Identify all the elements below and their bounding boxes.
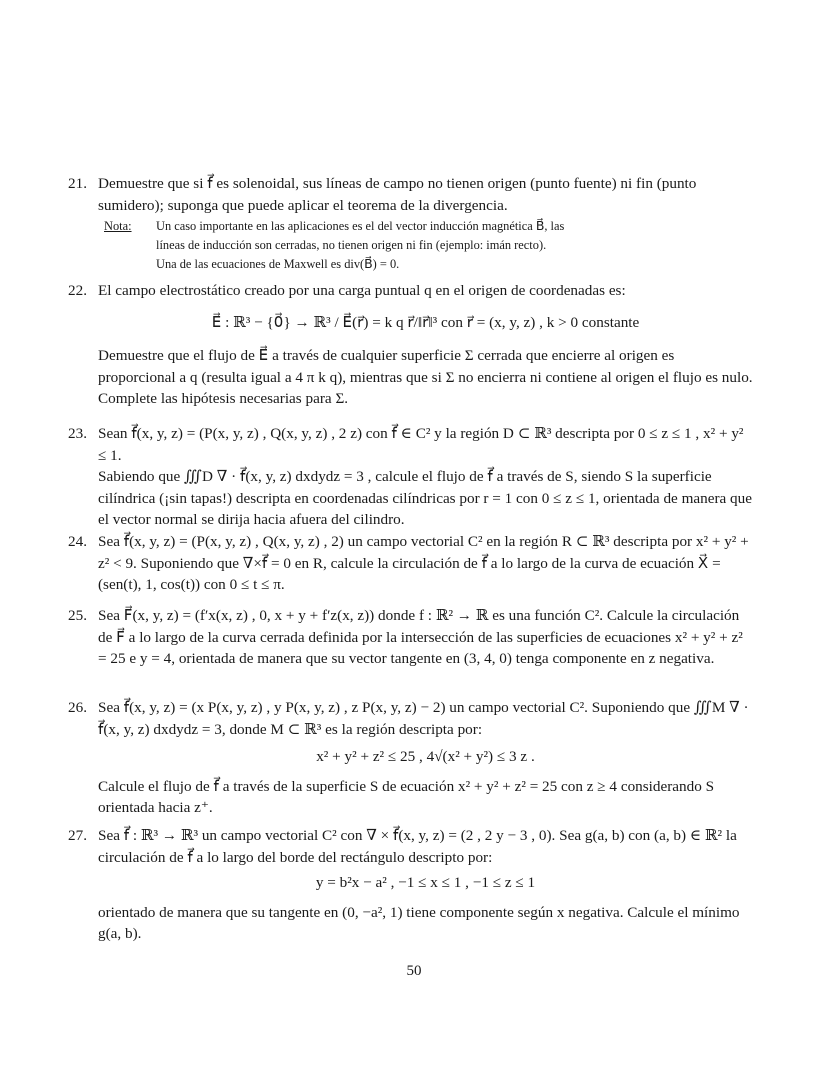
problem-25 xyxy=(68,605,753,670)
page-number: 50 xyxy=(406,963,422,979)
note-line: Un caso importante en las aplicaciones es el del vector inducción magnética B⃗, las xyxy=(156,219,565,233)
display-formula: y = b²x − a² , −1 ≤ x ≤ 1 , −1 ≤ z ≤ 1 xyxy=(315,874,536,891)
problem-22 xyxy=(68,280,753,410)
problem-text: Demuestre que si f⃗ es solenoidal, sus líneas de campo no tienen origen (punto fuente) ni fin (punto sumidero); suponga que puede aplicar el teorema de la divergencia. xyxy=(98,175,697,214)
note-line: Una de las ecuaciones de Maxwell es div(B⃗) = 0. xyxy=(156,257,400,271)
problem-24 xyxy=(68,531,753,596)
problem-text-2: orientado de manera que su tangente en (0, −a², 1) tiene componente según x negativa. Calcule el mínimo g(a, b). xyxy=(98,903,740,942)
display-formula: x² + y² + z² ≤ 25 , 4√(x² + y²) ≤ 3 z . xyxy=(316,748,535,765)
problem-number: 27. xyxy=(68,827,87,844)
problem-text-2: Calcule el flujo de f⃗ a través de la superficie S de ecuación x² + y² + z² = 25 con z ≥ 4 considerando S orientada hacia z⁺. xyxy=(98,777,715,816)
problem-21 xyxy=(68,173,753,274)
display-formula: E⃗ : ℝ³ − {0⃗} → ℝ³ / E⃗(r⃗) = k q r⃗/‖r⃗‖³ con r⃗ = (x, y, z) , k > 0 constante xyxy=(211,313,640,331)
problem-text: Sea F⃗(x, y, z) = (f′x(x, z) , 0, x + y + f′z(x, z)) donde f : ℝ² → ℝ es una función C². Calcule la circulación de F⃗ a lo largo de la curva cerrada definida por la intersección de las superficies de ecuaciones x² + y² + z² = 25 e y = 4, orientada de manera que su vector tangente en (3, 4, 0) tenga componente en z negativa. xyxy=(98,607,743,667)
problem-text-2: Sabiendo que ∭D ∇ · f⃗(x, y, z) dxdydz = 3 , calcule el flujo de f⃗ a través de S, siendo S la superficie cilíndrica (¡sin tapas!) descripta en coordenadas cilíndricas por r = 1 con 0 ≤ z ≤ 1, orientada de manera que el vector normal se dirija hacia afuera del cilindro. xyxy=(98,468,752,528)
problem-text: Sea f⃗ : ℝ³ → ℝ³ un campo vectorial C² con ∇ × f⃗(x, y, z) = (2 , 2 y − 3 , 0). Sea g(a, b) con (a, b) ∈ ℝ² la circulación de f⃗ a lo largo del borde del rectángulo descripto por: xyxy=(98,827,737,866)
note-label: Nota: xyxy=(104,219,132,233)
note-line: líneas de inducción son cerradas, no tienen origen ni fin (ejemplo: imán recto). xyxy=(156,238,547,252)
problem-text: El campo electrostático creado por una carga puntual q en el origen de coordenadas es: xyxy=(98,282,626,299)
problem-text: Sea f⃗(x, y, z) = (x P(x, y, z) , y P(x, y, z) , z P(x, y, z) − 2) un campo vectorial C². Suponiendo que ∭M ∇ · f⃗(x, y, z) dxdydz = 3, donde M ⊂ ℝ³ es la región descripta por: xyxy=(98,699,749,738)
note xyxy=(98,217,753,274)
problem-text-2: Demuestre que el flujo de E⃗ a través de cualquier superficie Σ cerrada que encierre al origen es proporcional a q (resulta igual a 4 π k q), mientras que si Σ no encierra ni contiene al origen el flujo es nulo. Complete las hipótesis necesarias para Σ. xyxy=(98,347,753,407)
problem-26 xyxy=(68,697,753,819)
problem-text: Sea f⃗(x, y, z) = (P(x, y, z) , Q(x, y, z) , 2) un campo vectorial C² en la región R ⊂ ℝ³ descripta por x² + y² + z² < 9. Suponiendo que ∇×f⃗ = 0 en R, calcule la circulación de f⃗ a lo largo de la curva de ecuación X⃗ = (sen(t), 1, cos(t)) con 0 ≤ t ≤ π. xyxy=(98,533,749,593)
problem-number: 26. xyxy=(68,699,87,716)
problem-number: 22. xyxy=(68,282,87,299)
problem-number: 24. xyxy=(68,533,87,550)
problem-23 xyxy=(68,423,753,531)
problem-number: 25. xyxy=(68,607,87,624)
problem-number: 21. xyxy=(68,175,87,192)
problem-number: 23. xyxy=(68,425,87,442)
problem-text: Sean f⃗(x, y, z) = (P(x, y, z) , Q(x, y, z) , 2 z) con f⃗ ∈ C² y la región D ⊂ ℝ³ descripta por 0 ≤ z ≤ 1 , x² + y² ≤ 1. xyxy=(98,425,744,464)
problem-27 xyxy=(68,825,753,945)
